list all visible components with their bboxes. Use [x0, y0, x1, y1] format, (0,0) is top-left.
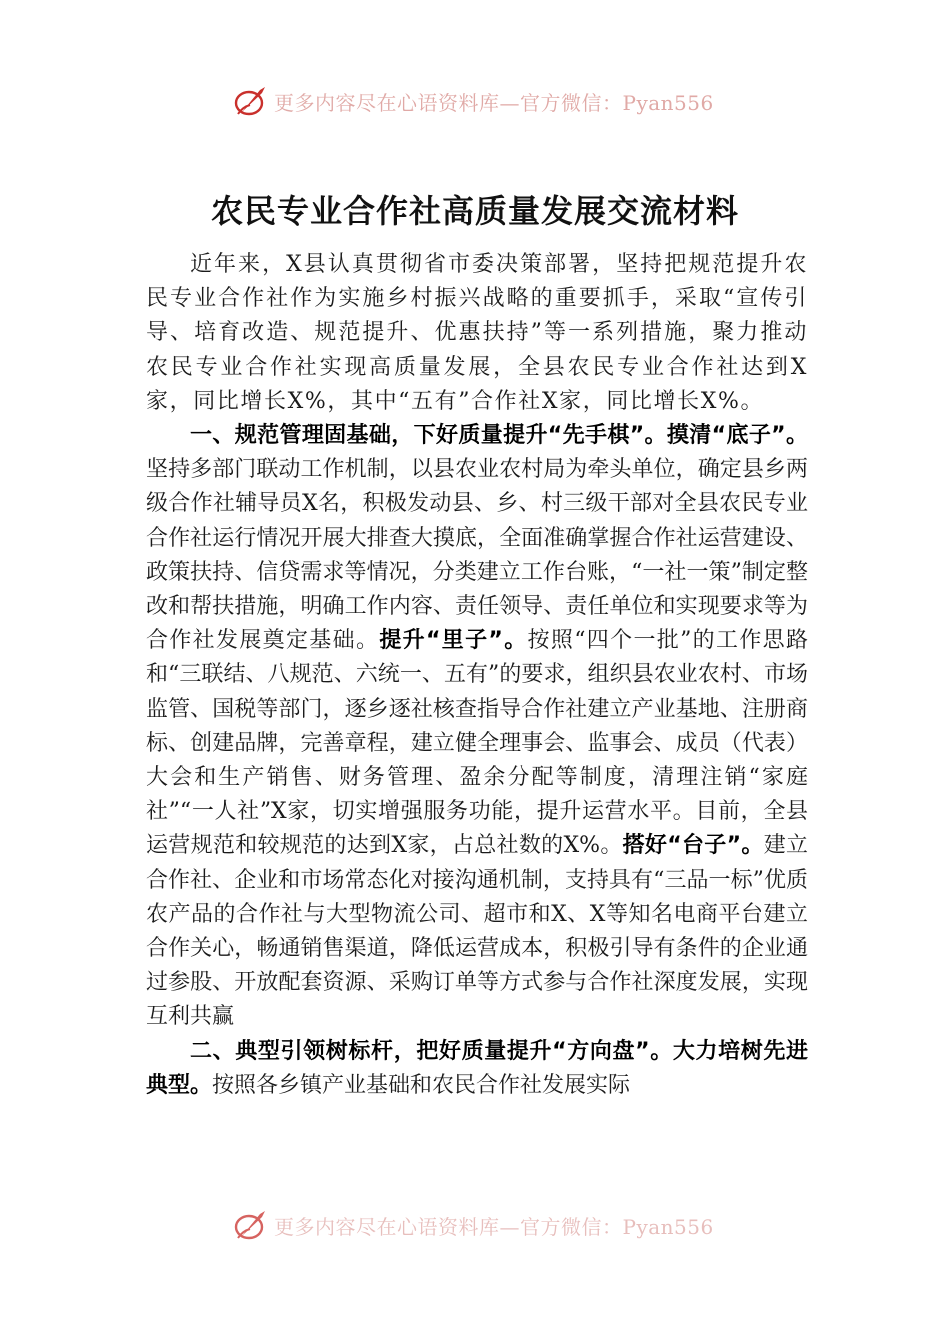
section-1-sub1-heading: 摸清“底子”。 — [666, 423, 809, 449]
section-1-paragraph — [146, 419, 808, 1035]
quill-logo-icon — [232, 1208, 270, 1242]
document-title: 农民专业合作社高质量发展交流材料 — [210, 192, 739, 230]
watermark-text: 更多内容尽在心语资料库—官方微信：Pyan556 — [274, 1214, 714, 1239]
watermark-text: 更多内容尽在心语资料库—官方微信：Pyan556 — [274, 90, 714, 115]
document-body — [146, 248, 808, 1103]
intro-paragraph: 近年来，X县认真贯彻省市委决策部署，坚持把规范提升农民专业合作社作为实施乡村振兴战略的重要抓手，采取“宣传引导、培育改造、规范提升、优惠扶持”等一系列措施，聚力推动农民专业合作社实现高质量发展，全县农民专业合作社达到X家，同比增长X%，其中“五有”合作社X家，同比增长X%。 — [146, 252, 808, 414]
section-1-sub3-heading: 搭好“台子”。 — [622, 833, 764, 859]
section-2-sub1-text: 按照各乡镇产业基础和农民合作社发展实际 — [212, 1072, 631, 1098]
section-1-sub2-heading: 提升“里子”。 — [379, 628, 528, 654]
footer-watermark — [232, 1208, 714, 1242]
section-2-heading: 二、典型引领树标杆，把好质量提升“方向盘”。 — [190, 1038, 673, 1064]
section-2-paragraph — [146, 1035, 808, 1103]
section-2-sub1-heading: 大力培树先进典型。 — [146, 1038, 808, 1098]
section-1-sub1-text: 坚持多部门联动工作机制，以县农业农村局为牵头单位，确定县乡两级合作社辅导员X名，积极发动县、乡、村三级干部对全县农民专业合作社运行情况开展大排查大摸底，全面准确掌握合作社运营建设、政策扶持、信贷需求等情况，分类建立工作台账，“一社一策”制定整改和帮扶措施，明确工作内容、责任领导、责任单位和实现要求等为合作社发展奠定基础。 — [146, 457, 808, 654]
section-1-sub3-text: 建立合作社、企业和市场常态化对接沟通机制，支持具有“三品一标”优质农产品的合作社与大型物流公司、超市和X、X等知名电商平台建立合作关心，畅通销售渠道，降低运营成本，积极引导有条件的企业通过参股、开放配套资源、采购订单等方式参与合作社深度发展，实现互利共赢 — [146, 833, 808, 1030]
section-1-sub2-text: 按照“四个一批”的工作思路和“三联结、八规范、六统一、五有”的要求，组织县农业农村、市场监管、国税等部门，逐乡逐社核查指导合作社建立产业基地、注册商标、创建品牌，完善章程，建立健全理事会、监事会、成员（代表）大会和生产销售、财务管理、盈余分配等制度，清理注销“家庭社”“一人社”X家，切实增强服务功能，提升运营水平。目前，全县运营规范和较规范的达到X家，占总社数的X%。 — [146, 628, 808, 859]
section-1-heading: 一、规范管理固基础，下好质量提升“先手棋”。 — [190, 423, 667, 449]
